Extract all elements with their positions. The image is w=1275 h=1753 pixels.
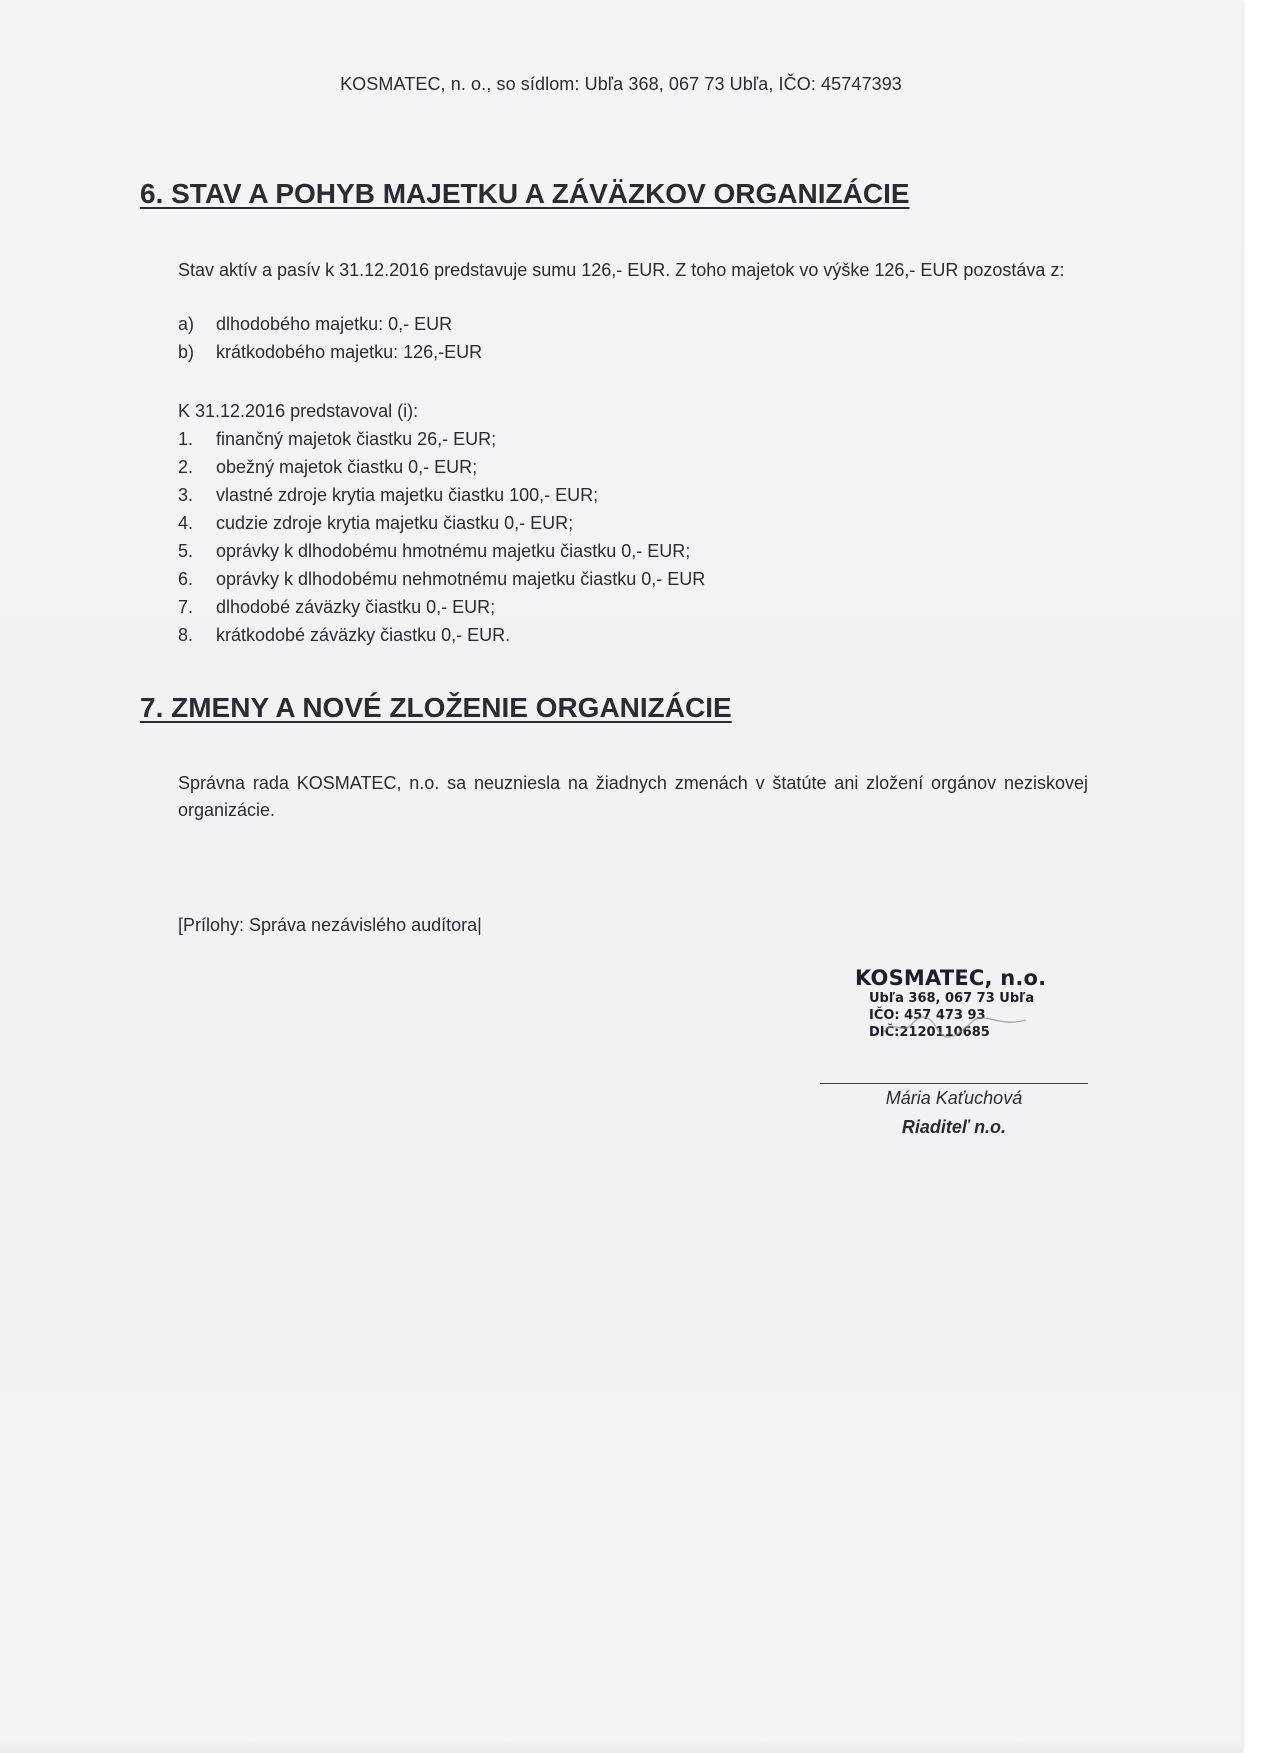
list-item: 8. krátkodobé záväzky čiastku 0,- EUR.: [178, 625, 511, 645]
stamp-ico: IČO: 457 473 93: [869, 1008, 986, 1023]
list-item: 3. vlastné zdroje krytia majetku čiastku 100,- EUR;: [178, 485, 599, 505]
stamp-address: Ubľa 368, 067 73 Ubľa: [869, 991, 1035, 1006]
stamp-dic: DIČ:2120110685: [869, 1025, 990, 1040]
as-of-date-line: K 31.12.2016 predstavoval (i):: [178, 401, 419, 421]
list-item: a) dlhodobého majetku: 0,- EUR: [178, 314, 453, 334]
assets-intro-paragraph: Stav aktív a pasív k 31.12.2016 predstavuje sumu 126,- EUR. Z toho majetok vo výške 126,- EUR pozostáva z:: [178, 260, 1065, 280]
list-item: 7. dlhodobé záväzky čiastku 0,- EUR;: [178, 597, 496, 617]
signer-name: Mária Kaťuchová: [885, 1088, 1023, 1108]
signer-role: Riaditeľ n.o.: [901, 1117, 1007, 1137]
list-item: 4. cudzie zdroje krytia majetku čiastku 0,- EUR;: [178, 513, 574, 533]
organization-header: KOSMATEC, n. o., so sídlom: Ubľa 368, 067 73 Ubľa, IČO: 45747393: [340, 74, 902, 94]
attachments-line: [Prílohy: Správa nezávislého audítora|: [178, 915, 482, 935]
list-item: 5. oprávky k dlhodobému hmotnému majetku čiastku 0,- EUR;: [178, 541, 691, 561]
asset-breakdown-list: [178, 310, 482, 366]
list-item: 6. oprávky k dlhodobému nehmotnému majetku čiastku 0,- EUR: [178, 569, 706, 589]
stamp-name: KOSMATEC, n.o.: [855, 966, 1047, 990]
section-7-title: 7. ZMENY A NOVÉ ZLOŽENIE ORGANIZÁCIE: [140, 692, 732, 723]
section-6-title: 6. STAV A POHYB MAJETKU A ZÁVÄZKOV ORGANIZÁCIE: [140, 178, 910, 209]
changes-paragraph: Správna rada KOSMATEC, n.o. sa neuzniesla na žiadnych zmenách v štatúte ani zložení orgánov neziskovej organizácie.: [178, 773, 1088, 820]
signature-scribble: [880, 1010, 1030, 1040]
list-item: 1. finančný majetok čiastku 26,- EUR;: [178, 429, 497, 449]
list-item: b) krátkodobého majetku: 126,-EUR: [178, 342, 483, 362]
balance-items-list: [178, 425, 705, 649]
signature-line: [820, 1083, 1088, 1084]
list-item: 2. obežný majetok čiastku 0,- EUR;: [178, 457, 478, 477]
